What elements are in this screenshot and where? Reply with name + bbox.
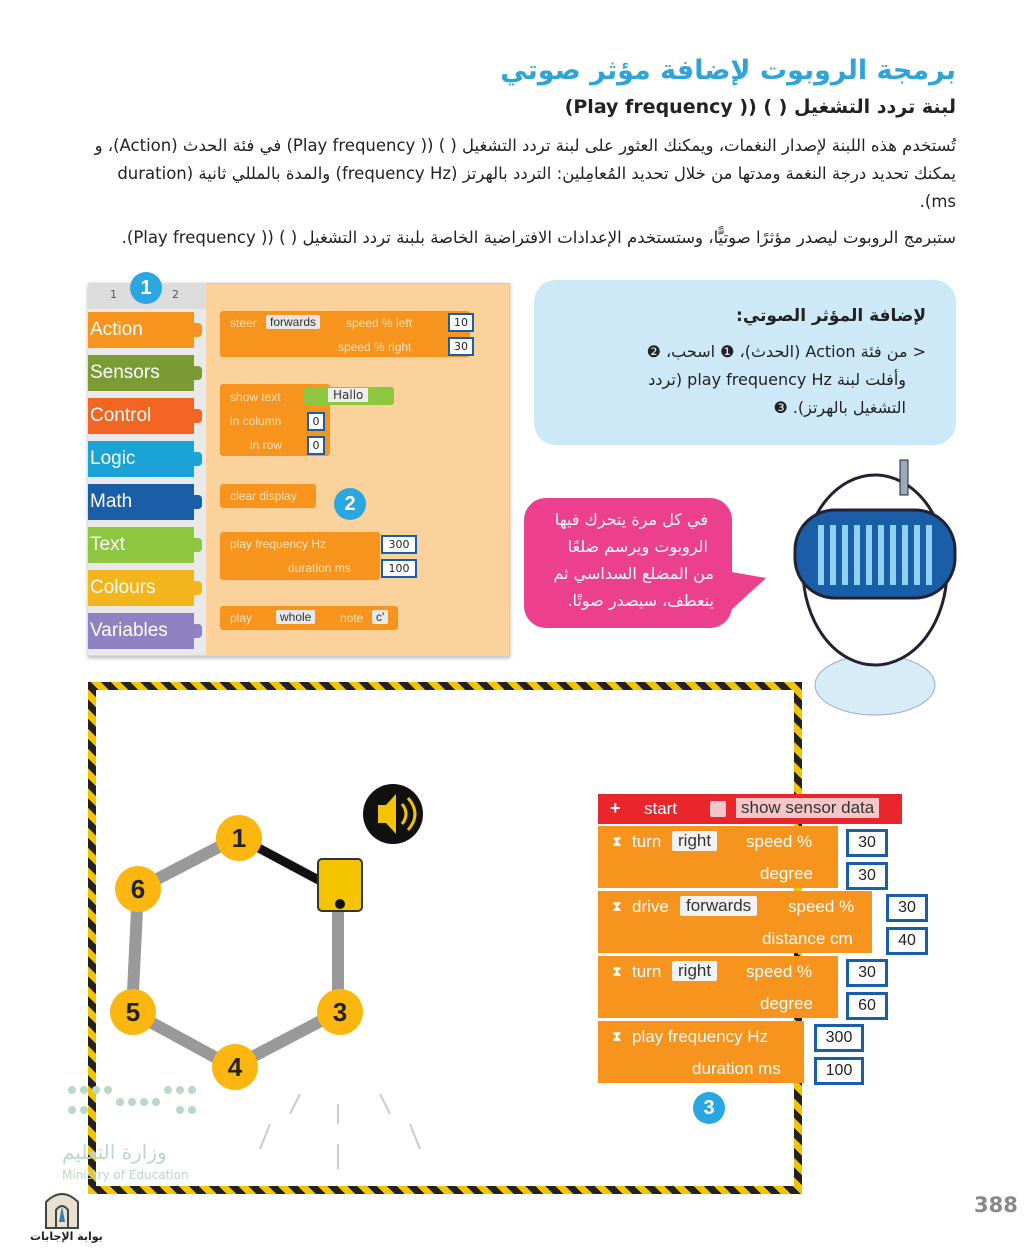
callout-line-3: من المضلع السداسي ثم <box>553 564 714 583</box>
category-control[interactable]: Control <box>88 398 194 434</box>
timer-icon: ⧗ <box>612 1028 622 1044</box>
degree-label: degree <box>760 864 813 883</box>
play-frequency-label: play frequency Hz <box>632 1027 769 1046</box>
play-duration-value[interactable]: 100 <box>814 1057 864 1085</box>
category-sensors[interactable]: Sensors <box>88 355 194 391</box>
timer-icon: ⧗ <box>612 963 622 979</box>
drive-distance-value[interactable]: 40 <box>886 927 928 955</box>
site-name: بوابة الإجابات <box>30 1230 103 1243</box>
drive-speed-value[interactable]: 30 <box>886 894 928 922</box>
drive-label: drive <box>632 897 669 916</box>
turn-block-2[interactable] <box>598 956 838 1018</box>
instruction-title: لإضافة المؤثر الصوتي: <box>736 306 926 326</box>
frequency-value[interactable]: 300 <box>381 535 417 554</box>
speed-label: speed % <box>746 832 813 851</box>
duration-label: duration ms <box>288 561 351 575</box>
steer-label: steer <box>230 316 257 330</box>
degree-label: degree <box>760 994 813 1013</box>
in-column-label: in column <box>230 414 282 428</box>
tab-two[interactable]: 2 <box>172 288 179 301</box>
speed-label: speed % <box>746 962 813 981</box>
hex-node-5: 5 <box>110 989 156 1035</box>
direction-dropdown[interactable]: forwards <box>266 315 320 329</box>
turn1-degree-value[interactable]: 30 <box>846 862 888 890</box>
play-note-label: play <box>230 611 253 625</box>
task-paragraph: ستبرمج الروبوت ليصدر مؤثرًا صوتيًّا، وستستخدم الإعدادات الافتراضية الخاصة بلبنة تردد التشغيل ( ) (( Play frequency). <box>121 228 956 247</box>
robot-illustration <box>790 455 960 720</box>
play-frequency-block[interactable] <box>220 532 380 580</box>
ministry-name-ar: وزارة التعليم <box>62 1140 167 1164</box>
ministry-name-en: Ministry of Education <box>62 1168 189 1182</box>
category-list <box>88 312 206 652</box>
text-literal-block[interactable] <box>304 387 394 405</box>
sensor-checkbox[interactable] <box>710 801 726 817</box>
step-badge-2: 2 <box>334 488 366 520</box>
text-literal-value[interactable]: Hallo <box>328 388 368 402</box>
in-row-label: in row <box>250 438 283 452</box>
instruction-bubble <box>534 280 956 445</box>
hex-node-4: 4 <box>212 1044 258 1090</box>
start-label: start <box>644 799 678 818</box>
play-frequency-label: play frequency Hz <box>230 537 327 551</box>
hex-node-1: 1 <box>216 815 262 861</box>
callout-bubble <box>524 498 732 628</box>
show-text-label: show text <box>230 390 281 404</box>
callout-line-4: ينعطف، سيصدر صوتًا. <box>567 591 714 610</box>
ministry-logo-icon <box>62 1080 202 1130</box>
timer-icon: ⧗ <box>612 898 622 914</box>
turn-label: turn <box>632 962 662 981</box>
page-number: 388 <box>974 1193 1018 1217</box>
distance-label: distance cm <box>762 929 853 948</box>
turn-direction-dropdown[interactable]: right <box>672 961 717 981</box>
tab-one[interactable]: 1 <box>110 288 117 301</box>
callout-line-2: الروبوت ويرسم ضلعًا <box>567 537 708 556</box>
note-label: note <box>340 611 364 625</box>
left-speed-value[interactable]: 10 <box>448 313 474 332</box>
turn2-speed-value[interactable]: 30 <box>846 959 888 987</box>
instruction-line-2: وأفلت لبنة play frequency Hz (تردد <box>648 370 906 389</box>
duration-label: duration ms <box>692 1059 781 1078</box>
plus-icon[interactable]: + <box>610 798 621 818</box>
instruction-line-1: < من فئة Action (الحدث)، ❶ اسحب، ❷ <box>646 342 926 361</box>
site-logo-icon <box>42 1186 82 1230</box>
right-speed-value[interactable]: 30 <box>448 337 474 356</box>
step-badge-1: 1 <box>130 272 162 304</box>
speed-right-label: speed % right <box>338 340 412 354</box>
section-subtitle: لبنة تردد التشغيل ( ) (( Play frequency) <box>564 96 956 118</box>
timer-icon: ⧗ <box>612 833 622 849</box>
instruction-line-3: التشغيل بالهرتز). ❸ <box>773 398 906 417</box>
start-block[interactable] <box>598 794 902 824</box>
turn-label: turn <box>632 832 662 851</box>
hex-node-3: 3 <box>317 989 363 1035</box>
category-logic[interactable]: Logic <box>88 441 194 477</box>
column-value[interactable]: 0 <box>307 412 325 431</box>
speed-label: speed % <box>788 897 855 916</box>
callout-line-1: في كل مرة يتحرك فيها <box>554 510 708 529</box>
row-value[interactable]: 0 <box>307 436 325 455</box>
speed-left-label: speed % left <box>346 316 413 330</box>
steer-block[interactable] <box>220 311 470 357</box>
step-badge-3: 3 <box>693 1092 725 1124</box>
page-title: برمجة الروبوت لإضافة مؤثر صوتي <box>500 55 956 86</box>
note-value[interactable]: c' <box>372 610 388 624</box>
note-length-dropdown[interactable]: whole <box>276 610 315 624</box>
clear-display-label: clear display <box>230 489 297 503</box>
turn2-degree-value[interactable]: 60 <box>846 992 888 1020</box>
drive-block[interactable] <box>598 891 872 953</box>
intro-paragraph: تُستخدم هذه اللبنة لإصدار النغمات، ويمكنك العثور على لبنة تردد التشغيل ( ) (( Play frequency) في فئة الحدث (Action)، و يمكنك تحديد درجة النغمة ومدتها من خلال تحديد المُعامِلين: التردد بالهرتز (frequency Hz) والمدة بالمللي ثانية (duration ms). <box>94 136 956 211</box>
category-action[interactable]: Action <box>88 312 194 348</box>
turn-block-1[interactable] <box>598 826 838 888</box>
clear-display-block[interactable] <box>220 484 316 508</box>
play-note-block[interactable] <box>220 606 398 630</box>
category-text[interactable]: Text <box>88 527 194 563</box>
hex-node-6: 6 <box>115 866 161 912</box>
show-sensor-label: show sensor data <box>736 798 879 818</box>
drive-direction-dropdown[interactable]: forwards <box>680 896 757 916</box>
category-variables[interactable]: Variables <box>88 613 194 649</box>
play-frequency-program-block[interactable] <box>598 1021 804 1083</box>
category-colours[interactable]: Colours <box>88 570 194 606</box>
turn1-speed-value[interactable]: 30 <box>846 829 888 857</box>
play-frequency-value[interactable]: 300 <box>814 1024 864 1052</box>
duration-value[interactable]: 100 <box>381 559 417 578</box>
category-math[interactable]: Math <box>88 484 194 520</box>
turn-direction-dropdown[interactable]: right <box>672 831 717 851</box>
